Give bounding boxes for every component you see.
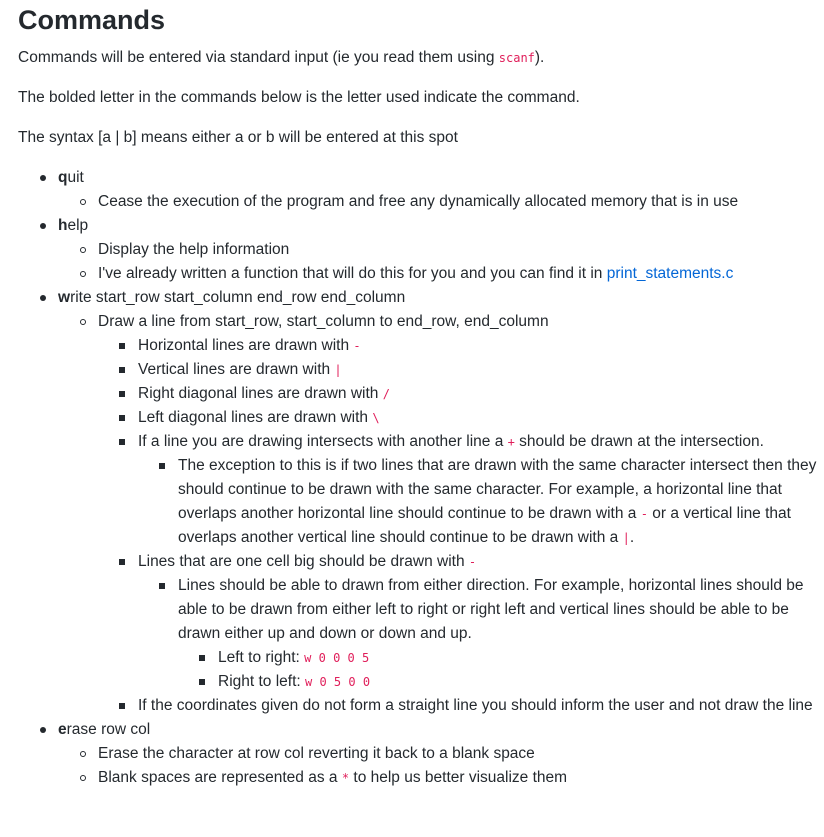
example-code: w 0 5 0 0	[305, 675, 371, 689]
list-item	[58, 262, 824, 286]
char-code: +	[507, 435, 515, 449]
command-list	[18, 166, 824, 790]
command-letter: q	[58, 169, 68, 186]
list-item	[98, 406, 824, 430]
help-text: I've already written a function that will do this for you and you can find it in	[98, 265, 607, 282]
list-item	[58, 310, 824, 718]
list-item: Display the help information	[58, 238, 824, 262]
command-name: uit	[67, 169, 84, 186]
erase-details	[58, 742, 824, 790]
rule-text: Horizontal lines are drawn with	[138, 337, 354, 354]
intro-paragraph-input	[18, 46, 824, 70]
command-letter: e	[58, 721, 67, 738]
rule-text: Vertical lines are drawn with	[138, 361, 335, 378]
char-code: |	[622, 531, 630, 545]
command-write	[18, 286, 824, 718]
intro-text: Commands will be entered via standard input (ie you read them using	[18, 49, 499, 66]
intro-text-end: ).	[534, 49, 545, 66]
command-name: elp	[67, 217, 89, 234]
print-statements-link[interactable]: print_statements.c	[606, 265, 734, 282]
write-desc: Draw a line from start_row, start_column to end_row, end_column	[98, 313, 549, 330]
list-item	[98, 430, 824, 550]
command-erase	[18, 718, 824, 790]
intro-paragraph-bolded: The bolded letter in the commands below is the letter used indicate the command.	[18, 89, 580, 106]
command-name: rase row col	[66, 721, 151, 738]
example-code: w 0 0 0 5	[304, 651, 370, 665]
char-code: -	[468, 555, 477, 569]
scanf-code: scanf	[498, 51, 535, 65]
list-item: Cease the execution of the program and free any dynamically allocated memory that is in use	[58, 190, 824, 214]
char-code: \	[372, 411, 380, 425]
command-quit	[18, 166, 824, 214]
rule-text: Left diagonal lines are drawn with	[138, 409, 373, 426]
direction-examples	[178, 646, 824, 694]
example-label: Left to right:	[218, 649, 305, 666]
command-name: rite start_row start_column end_row end_column	[70, 289, 406, 306]
command-help	[18, 214, 824, 286]
rule-text: Right diagonal lines are drawn with	[138, 385, 383, 402]
list-item	[138, 574, 824, 694]
help-details	[58, 238, 824, 286]
rule-text: should be drawn at the intersection.	[514, 433, 764, 450]
list-item	[138, 454, 824, 550]
list-item	[98, 382, 824, 406]
command-letter: w	[58, 289, 71, 306]
list-item	[58, 766, 824, 790]
example-label: Right to left:	[218, 673, 306, 690]
char-code: -	[640, 507, 648, 521]
write-rules	[98, 334, 824, 718]
direction-text: Lines should be able to drawn from either direction. For example, horizontal lines should be able to be drawn from either left to right or right left and vertical lines should be able to be drawn either up and down or down and up.	[178, 577, 804, 642]
page-title: Commands	[18, 5, 166, 35]
exception-text: The exception to this is if two lines that are drawn with the same character intersect then they should continue to be drawn with the same character. For example, a horizontal line that overlaps another horizontal line should continue to be drawn with a	[178, 457, 817, 522]
list-item: If the coordinates given do not form a straight line you should inform the user and not draw the line	[98, 694, 824, 718]
char-code: /	[382, 387, 390, 401]
list-item	[178, 646, 824, 670]
char-code: *	[341, 771, 350, 785]
list-item	[98, 334, 824, 358]
rule-text: If a line you are drawing intersects with another line a	[138, 433, 508, 450]
list-item	[98, 358, 824, 382]
command-letter: h	[58, 217, 68, 234]
list-item	[98, 550, 824, 694]
list-item: Erase the character at row col reverting it back to a blank space	[58, 742, 824, 766]
list-item	[178, 670, 824, 694]
exception-text: or a vertical line that overlaps another vertical line should continue to be drawn with a	[178, 505, 791, 546]
write-details	[58, 310, 824, 718]
intersect-exception	[138, 454, 824, 550]
intro-paragraph-syntax: The syntax [a | b] means either a or b will be entered at this spot	[18, 129, 458, 146]
char-code: -	[353, 339, 361, 353]
quit-details	[58, 190, 824, 214]
exception-text: .	[629, 529, 635, 546]
erase-text: Blank spaces are represented as a	[98, 769, 342, 786]
erase-text: to help us better visualize them	[349, 769, 568, 786]
rule-text: Lines that are one cell big should be drawn with	[138, 553, 469, 570]
direction-rules	[138, 574, 824, 694]
char-code: |	[334, 363, 342, 377]
